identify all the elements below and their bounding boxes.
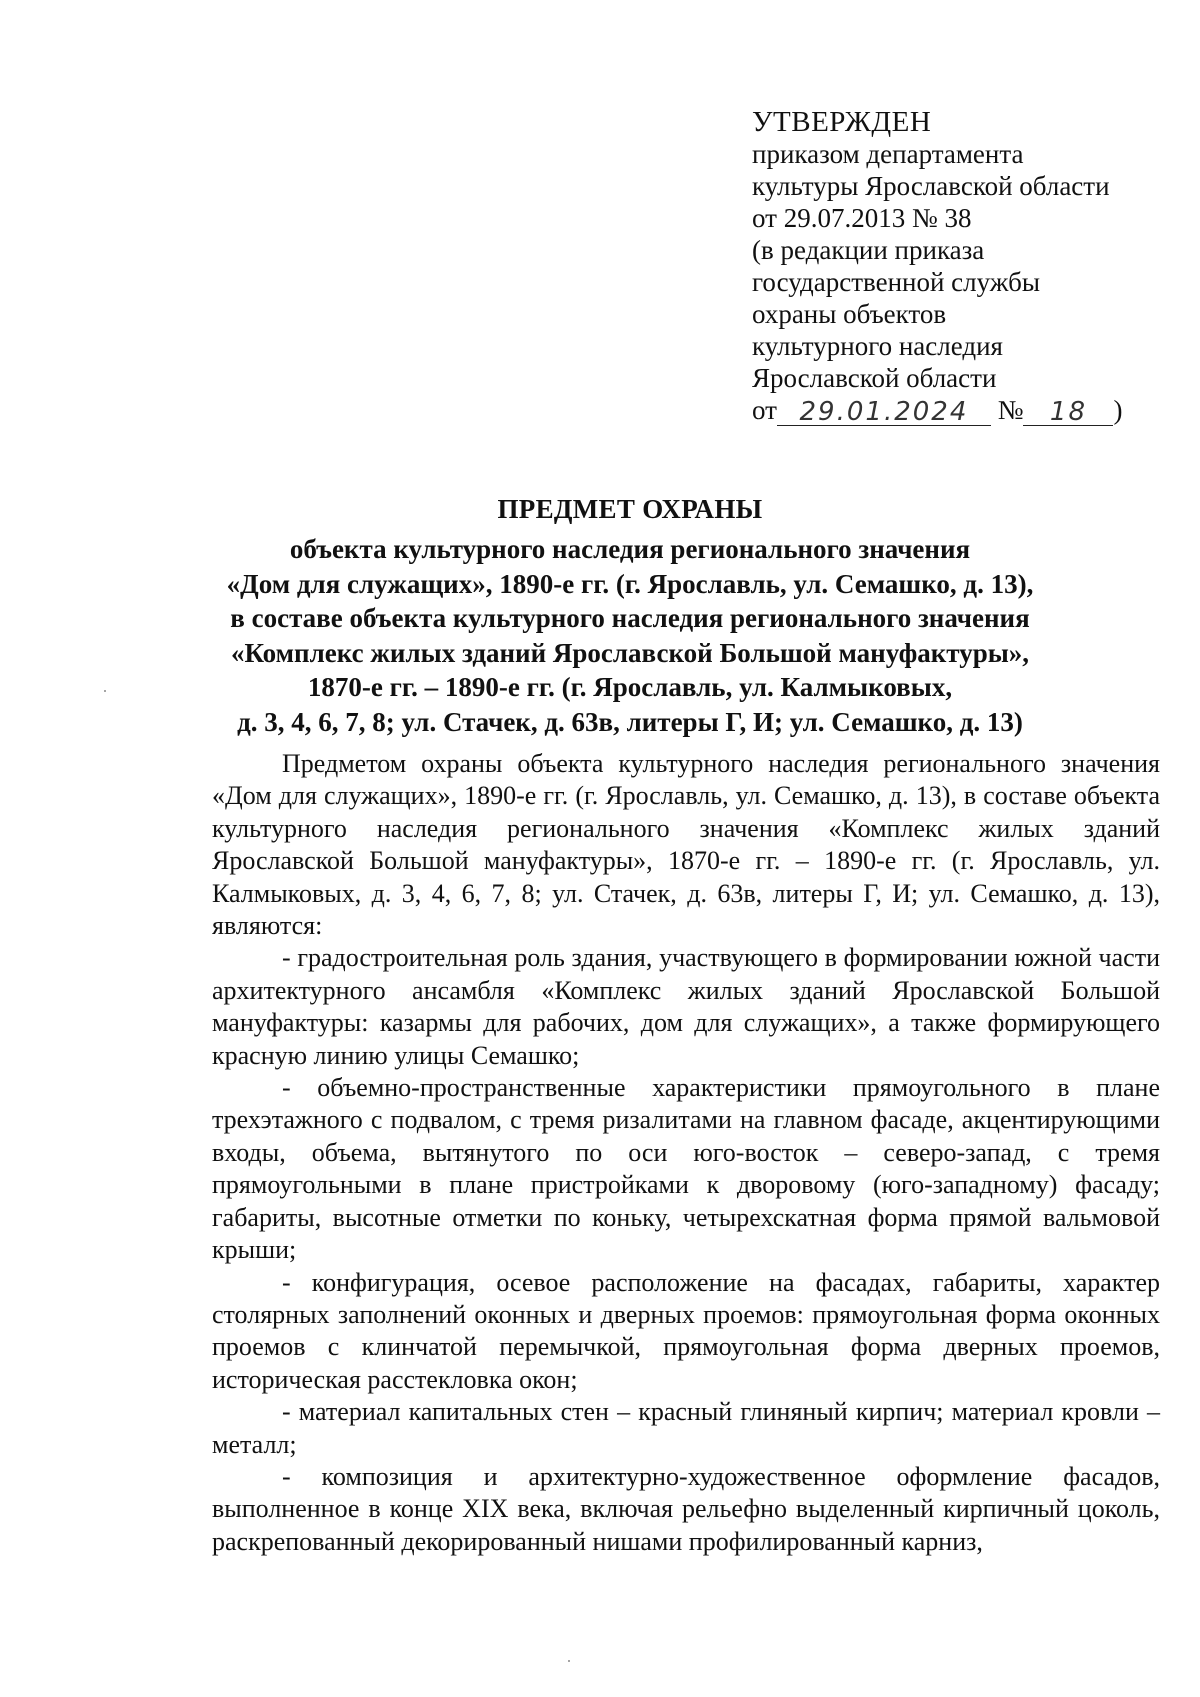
approval-line: (в редакции приказа [752, 235, 985, 265]
approval-line: охраны объектов [752, 299, 947, 329]
body-paragraph: - материал капитальных стен – красный глиняный кирпич; материал кровли – металл; [212, 1397, 1160, 1459]
scan-speck [104, 690, 106, 692]
sign-number-label: № [997, 395, 1024, 425]
body-paragraph: - объемно-пространственные характеристики прямоугольного в плане трехэтажного с подвалом, с тремя ризалитами на главном фасаде, акцентирующими входы, объема, вытянутого по оси юго-восток – северо-запад, с тремя прямоугольными в плане пристройками к дворовому (юго-западному) фасаду; габариты, высотные отметки по коньку, четырехскатная форма прямой вальмовой крыши; [212, 1073, 1160, 1265]
title-line: объекта культурного наследия регионального значения [289, 534, 971, 564]
sign-close-paren: ) [1113, 395, 1123, 425]
approval-line: приказом департамента [752, 139, 1024, 169]
approval-line: культуры Ярославской области [752, 171, 1110, 201]
handwritten-date-field [777, 395, 991, 426]
handwritten-date: 29.01.2024 [799, 397, 969, 427]
title-line: 1870-е гг. – 1890-е гг. (г. Ярославль, ул. Калмыковых, [307, 672, 953, 702]
sign-prefix: от [752, 395, 777, 425]
body-paragraph: - конфигурация, осевое расположение на фасадах, габариты, характер столярных заполнений оконных и дверных проемов: прямоугольная форма оконных проемов с клинчатой перемычкой, прямоугольная форма дверных проемов, историческая расстекловка окон; [212, 1267, 1160, 1394]
approval-line: Ярославской области [752, 363, 997, 393]
approval-block [752, 106, 1172, 426]
approval-line: от 29.07.2013 № 38 [752, 203, 972, 233]
handwritten-number: 18 [1049, 397, 1088, 427]
handwritten-number-field [1023, 395, 1113, 426]
title-line: «Дом для служащих», 1890-е гг. (г. Ярославль, ул. Семашко, д. 13), [226, 568, 1034, 599]
approval-line: государственной службы [752, 267, 1040, 297]
document-body [212, 748, 1160, 1558]
document-title-block [200, 492, 1060, 739]
body-paragraph: Предметом охраны объекта культурного наследия регионального значения «Дом для служащих», 1890-е гг. (г. Ярославль, ул. Семашко, д. 13), в составе объекта культурного наследия регионального значения «Комплекс жилых зданий Ярославской Большой мануфактуры», 1870-е гг. – 1890-е гг. (г. Ярославль, ул. Калмыковых, д. 3, 4, 6, 7, 8; ул. Стачек, д. 63в, литеры Г, И; ул. Семашко, д. 13), являются: [212, 749, 1160, 941]
body-paragraph: - градостроительная роль здания, участвующего в формировании южной части архитектурного ансамбля «Комплекс жилых зданий Ярославской Большой мануфактуры: казармы для рабочих, дом для служащих», а также формирующего красную линию улицы Семашко; [212, 943, 1160, 1070]
document-title: ПРЕДМЕТ ОХРАНЫ [497, 494, 763, 524]
title-line: в составе объекта культурного наследия регионального значения [230, 603, 1030, 633]
approval-signature-line [752, 394, 1172, 426]
approval-line: культурного наследия [752, 331, 1003, 361]
title-line: д. 3, 4, 6, 7, 8; ул. Стачек, д. 63в, литеры Г, И; ул. Семашко, д. 13) [237, 706, 1023, 737]
title-line: «Комплекс жилых зданий Ярославской Большой мануфактуры», [230, 637, 1030, 668]
scan-speck [568, 1660, 570, 1662]
body-paragraph: - композиция и архитектурно-художественное оформление фасадов, выполненное в конце XIX века, включая рельефно выделенный кирпичный цоколь, раскрепованный декорированный нишами профилированный карниз, [212, 1461, 1160, 1556]
approval-heading: УТВЕРЖДЕН [752, 106, 932, 138]
